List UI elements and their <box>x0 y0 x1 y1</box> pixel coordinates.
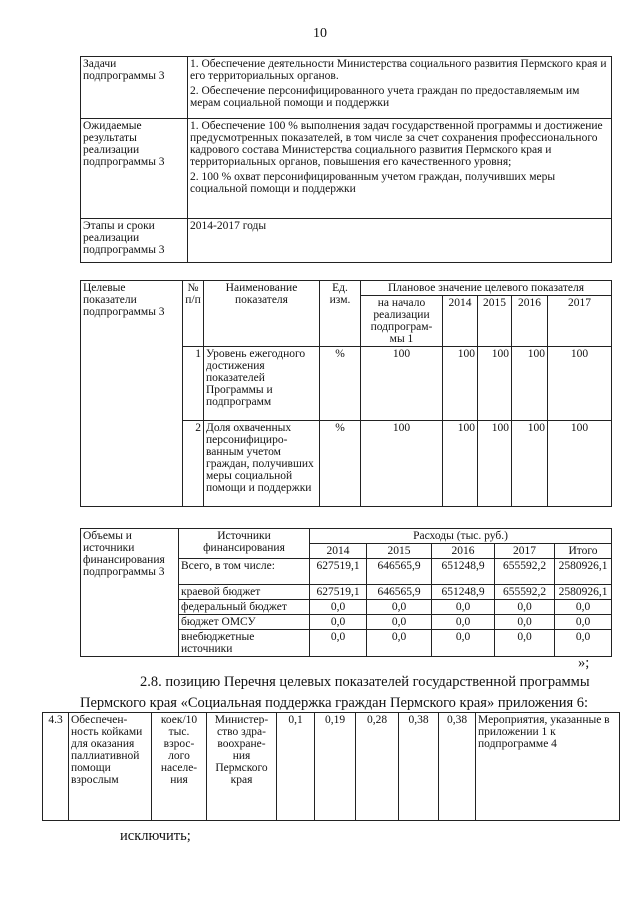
cell: 0,0 <box>432 630 495 657</box>
column-header: 2017 <box>548 296 612 347</box>
row-label: Целевые показатели подпрограммы 3 <box>81 281 183 507</box>
table-row <box>81 57 612 119</box>
cell: 100 <box>361 421 443 507</box>
cell: 2580926,1 <box>555 585 612 600</box>
subprogram-info-table <box>80 56 612 263</box>
cell: 655592,2 <box>495 559 555 585</box>
indicator-row-table <box>42 712 620 821</box>
column-header: 2016 <box>512 296 548 347</box>
cell: 655592,2 <box>495 585 555 600</box>
cell: 100 <box>443 347 478 421</box>
column-header: 2016 <box>432 544 495 559</box>
exclude-text: исключить; <box>120 828 191 844</box>
cell: 4.3 <box>43 713 69 821</box>
table-row <box>81 119 612 219</box>
list-item: 1. Обеспечение деятельности Министерства социального развития Пермского края и его территориальных органов. <box>190 58 607 82</box>
cell: бюджет ОМСУ <box>179 615 310 630</box>
cell: 100 <box>361 347 443 421</box>
quote-close: »; <box>578 655 590 671</box>
cell: 0,0 <box>495 600 555 615</box>
column-header: Ед. изм. <box>320 281 361 347</box>
cell: 0,28 <box>356 713 399 821</box>
cell: 0,0 <box>310 630 367 657</box>
column-header: № п/п <box>183 281 204 347</box>
cell: краевой бюджет <box>179 585 310 600</box>
target-indicators-table <box>80 280 612 507</box>
column-header: 2015 <box>367 544 432 559</box>
cell: 2580926,1 <box>555 559 612 585</box>
cell: внебюджетные источники <box>179 630 310 657</box>
list-item: 1. Обеспечение 100 % выполнения задач государственной программы и достижение предусмотренных показателей, в том числе за счет сохранения профессионального кадрового состава Министерства социального развития Пермского края и территориальных органов, повышения его качественного уровня; <box>190 120 603 168</box>
row-label: Ожидаемые результаты реализации подпрограммы 3 <box>81 119 188 219</box>
cell: % <box>320 421 361 507</box>
cell: 627519,1 <box>310 585 367 600</box>
cell: 0,0 <box>367 615 432 630</box>
cell: 627519,1 <box>310 559 367 585</box>
cell: Всего, в том числе: <box>179 559 310 585</box>
column-header: Итого <box>555 544 612 559</box>
column-header: Источники финансирования <box>179 529 310 559</box>
column-header: 2014 <box>310 544 367 559</box>
cell: % <box>320 347 361 421</box>
cell: 0,19 <box>315 713 356 821</box>
paragraph-line: Пермского края «Социальная поддержка граждан Пермского края» приложения 6: <box>80 695 589 711</box>
table-row <box>43 713 620 821</box>
cell: 2 <box>183 421 204 507</box>
column-header: 2017 <box>495 544 555 559</box>
page-number: 10 <box>313 26 327 41</box>
financing-table <box>80 528 612 657</box>
column-header: Расходы (тыс. руб.) <box>310 529 612 544</box>
cell: 0,0 <box>495 630 555 657</box>
cell: 646565,9 <box>367 585 432 600</box>
table-row <box>81 219 612 263</box>
cell: 0,0 <box>310 615 367 630</box>
cell: 0,0 <box>432 600 495 615</box>
cell: 0,0 <box>367 630 432 657</box>
cell: 100 <box>548 421 612 507</box>
row-label: Задачи подпрограммы 3 <box>81 57 188 119</box>
cell: 0,38 <box>399 713 439 821</box>
column-header: Наименование показателя <box>204 281 320 347</box>
cell: 0,0 <box>555 630 612 657</box>
cell: 0,0 <box>432 615 495 630</box>
row-label: Этапы и сроки реализации подпрограммы 3 <box>81 219 188 263</box>
cell: Обеспечен- ность койками для оказания паллиативной помощи взрослым <box>69 713 152 821</box>
list-item: 2. 100 % охват персонифицированным учетом граждан, получивших меры социальной помощи и поддержки <box>190 171 556 195</box>
cell: 0,0 <box>367 600 432 615</box>
column-header: 2015 <box>478 296 512 347</box>
column-header: 2014 <box>443 296 478 347</box>
cell: 100 <box>548 347 612 421</box>
cell: 0,0 <box>555 600 612 615</box>
cell: 651248,9 <box>432 559 495 585</box>
column-header: Плановое значение целевого показателя <box>361 281 612 296</box>
cell: федеральный бюджет <box>179 600 310 615</box>
cell: 100 <box>443 421 478 507</box>
cell: Доля охваченных персонифициро- ванным учетом граждан, получивших меры социальной помощи и поддержки <box>204 421 320 507</box>
cell: 0,38 <box>439 713 476 821</box>
cell: Мероприятия, указанные в приложении 1 к подпрограмме 4 <box>476 713 620 821</box>
list-item: 2. Обеспечение персонифицированного учета граждан по предоставляемым им мерам социальной помощи и поддержки <box>190 85 580 109</box>
cell: 100 <box>512 347 548 421</box>
cell: 0,1 <box>277 713 315 821</box>
cell: 651248,9 <box>432 585 495 600</box>
cell: 100 <box>478 421 512 507</box>
row-label: Объемы и источники финансирования подпрограммы 3 <box>81 529 179 657</box>
list-item: 2014-2017 годы <box>188 219 612 263</box>
cell: 100 <box>478 347 512 421</box>
cell: Уровень ежегодного достижения показателей Программы и подпрограмм <box>204 347 320 421</box>
cell: коек/10 тыс. взрос- лого населе- ния <box>152 713 207 821</box>
cell: 1 <box>183 347 204 421</box>
cell: 646565,9 <box>367 559 432 585</box>
cell: 0,0 <box>495 615 555 630</box>
paragraph-line: 2.8. позицию Перечня целевых показателей государственной программы <box>140 674 590 690</box>
cell: Министер- ство здра- воохране- ния Пермского края <box>207 713 277 821</box>
cell: 100 <box>512 421 548 507</box>
column-header: на начало реализации подпрограм- мы 1 <box>361 296 443 347</box>
cell: 0,0 <box>555 615 612 630</box>
cell: 0,0 <box>310 600 367 615</box>
